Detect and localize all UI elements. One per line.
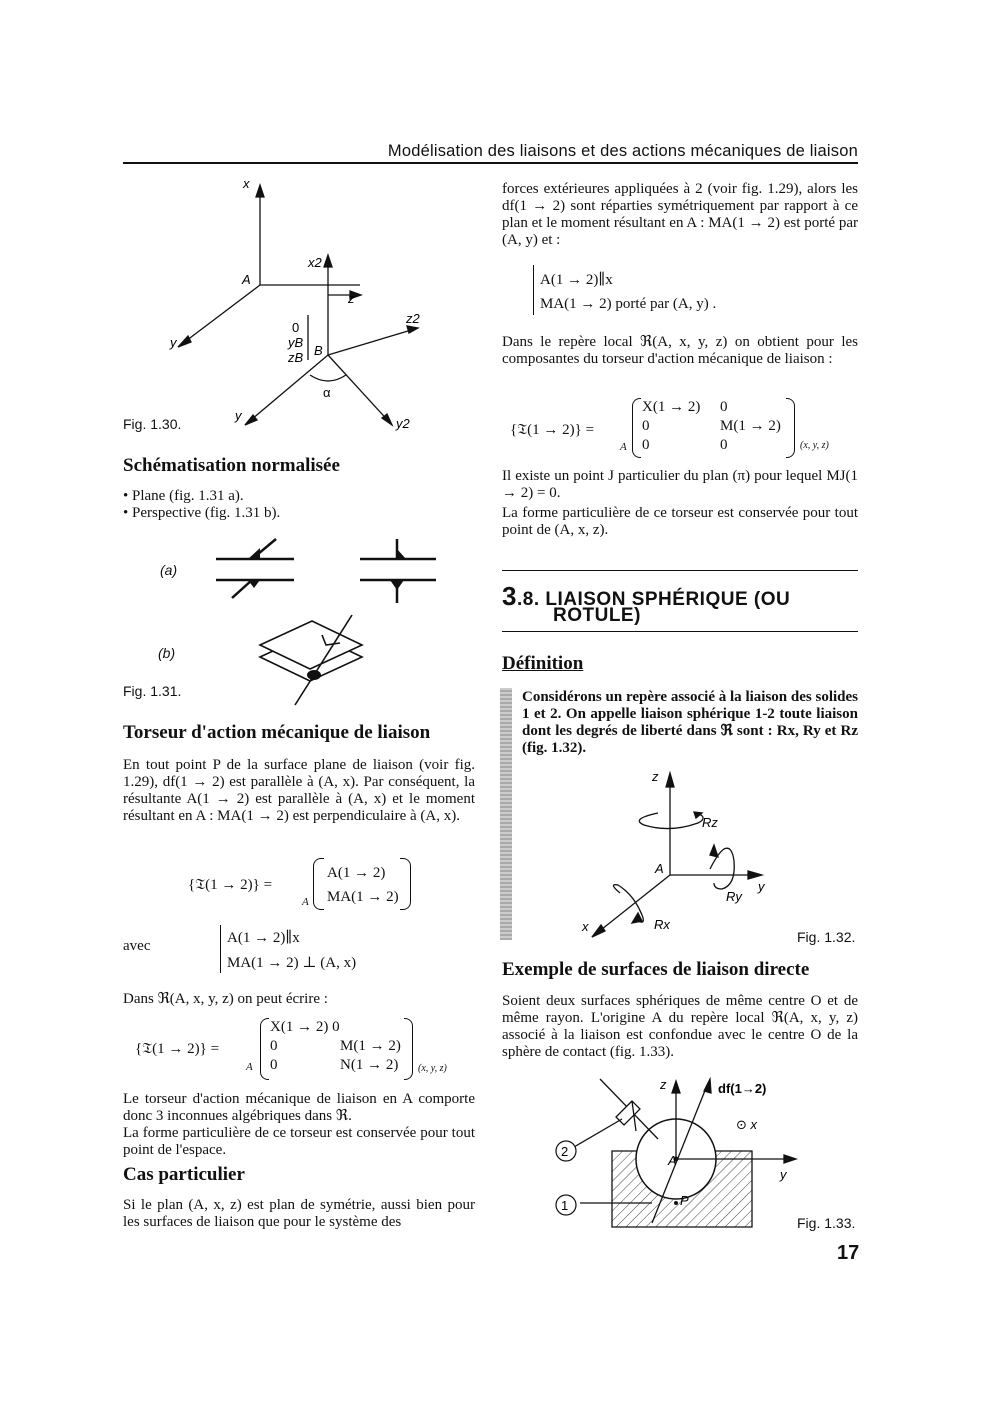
right-matrix-r2b: M(1 → 2) bbox=[720, 418, 781, 434]
definition-shaded-bar bbox=[500, 688, 512, 940]
section-title bbox=[502, 581, 790, 612]
fig133-label-y: y bbox=[780, 1167, 787, 1182]
torseur-eq1-bottom: MA(1 → 2) bbox=[327, 889, 399, 905]
torseur-dans-text: Dans ℜ(A, x, y, z) on peut écrire : bbox=[123, 991, 328, 1007]
right-paragraph-3: Il existe un point J particulier du plan (π) pour lequel MJ(1 → 2) = 0. bbox=[502, 468, 858, 501]
figure-1-32 bbox=[560, 765, 780, 945]
exemple-paragraph: Soient deux surfaces sphériques de même centre O et de même rayon. L'origine A du repère local ℜ(A, x, y, z) associé à la liaison est confondue avec le centre O de la sphère de contact (fig. 1.33). bbox=[502, 993, 858, 1060]
definition-heading: Définition bbox=[502, 653, 584, 674]
right-matrix-r2a: 0 bbox=[642, 418, 650, 434]
fig130-label-x2: x2 bbox=[308, 255, 322, 270]
fig132-label-Ry: Ry bbox=[726, 889, 742, 904]
torseur-matrix-basis: (x, y, z) bbox=[418, 1063, 447, 1074]
torseur-cond-2: MA(1 → 2) ⊥ (A, x) bbox=[227, 955, 357, 971]
fig132-label-z: z bbox=[652, 769, 659, 784]
fig130-label-z: z bbox=[348, 291, 355, 306]
schematisation-bullet-2: • Perspective (fig. 1.31 b). bbox=[123, 505, 281, 521]
schematisation-heading: Schématisation normalisée bbox=[123, 455, 340, 476]
fig130-label-zB: zB bbox=[288, 350, 304, 365]
fig130-label-B: B bbox=[314, 343, 323, 358]
right-matrix-r1b: 0 bbox=[720, 399, 728, 415]
right-matrix-sub: A bbox=[620, 441, 627, 453]
fig132-label-A: A bbox=[655, 861, 664, 876]
fig130-label-y-bottom: y bbox=[235, 408, 242, 423]
section-rule-top bbox=[502, 570, 858, 571]
figure-1-33 bbox=[540, 1075, 800, 1235]
fig130-caption: Fig. 1.30. bbox=[123, 416, 182, 432]
fig131-label-b: (b) bbox=[158, 645, 176, 661]
torseur-eq1-lhs: {𝔗(1 → 2)} = bbox=[188, 877, 273, 893]
torseur-eq1-sub: A bbox=[302, 896, 309, 908]
running-header: Modélisation des liaisons et des actions mécaniques de liaison bbox=[387, 142, 858, 160]
torseur-eq1-brace-right bbox=[400, 858, 411, 910]
right-matrix-basis: (x, y, z) bbox=[800, 440, 829, 451]
schematisation-bullet-1: • Plane (fig. 1.31 a). bbox=[123, 488, 244, 504]
section-rule-bottom bbox=[502, 631, 858, 632]
torseur-cond-bar bbox=[220, 925, 221, 973]
torseur-matrix-r3a: 0 bbox=[270, 1057, 278, 1073]
torseur-matrix-brace-right bbox=[404, 1018, 413, 1080]
torseur-matrix-row1: X(1 → 2) 0 bbox=[270, 1019, 340, 1035]
figure-1-31 bbox=[210, 535, 450, 710]
right-cond-1: A(1 → 2)∥x bbox=[540, 272, 613, 288]
fig130-label-alpha: α bbox=[323, 385, 331, 400]
torseur-eq1-top: A(1 → 2) bbox=[327, 865, 386, 881]
torseur-paragraph: En tout point P de la surface plane de liaison (voir fig. 1.29), df(1 → 2) est parallèle à (A, x). Par conséquent, la résultante A(1 → 2) est parallèle à (A, x) et le moment résultant en A : MA(1 → 2) est perpendiculaire à (A, x). bbox=[123, 757, 475, 824]
fig133-label-z: z bbox=[660, 1077, 667, 1092]
fig133-label-df: df(1→2) bbox=[718, 1081, 767, 1096]
right-cond-2: MA(1 → 2) porté par (A, y) . bbox=[540, 296, 717, 312]
torseur-conclusion-2: La forme particulière de ce torseur est conservée pour tout point de l'espace. bbox=[123, 1125, 475, 1158]
fig130-label-A: A bbox=[242, 272, 251, 287]
torseur-eq1-brace-left bbox=[313, 858, 324, 910]
torseur-conclusion-1: Le torseur d'action mécanique de liaison en A comporte donc 3 inconnues algébriques dans ℜ. bbox=[123, 1091, 475, 1124]
fig133-label-two: 2 bbox=[561, 1144, 569, 1159]
fig132-label-Rx: Rx bbox=[654, 917, 670, 932]
torseur-matrix-brace-left bbox=[260, 1018, 269, 1080]
torseur-matrix-lhs: {𝔗(1 → 2)} = bbox=[135, 1041, 220, 1057]
fig133-label-P: P bbox=[680, 1193, 689, 1208]
torseur-avec: avec bbox=[123, 938, 151, 954]
fig131-caption: Fig. 1.31. bbox=[123, 683, 182, 699]
figure-1-30 bbox=[160, 175, 450, 435]
torseur-matrix-sub: A bbox=[246, 1061, 253, 1073]
torseur-matrix-r2a: 0 bbox=[270, 1038, 278, 1054]
fig130-label-x: x bbox=[243, 176, 250, 191]
fig132-label-y: y bbox=[758, 879, 765, 894]
cas-particulier-paragraph: Si le plan (A, x, z) est plan de symétrie, aussi bien pour les surfaces de liaison que pour le système des bbox=[123, 1197, 475, 1230]
fig130-label-z2: z2 bbox=[406, 311, 420, 326]
right-paragraph-4: La forme particulière de ce torseur est conservée pour tout point de (A, x, z). bbox=[502, 505, 858, 538]
right-paragraph-1: forces extérieures appliquées à 2 (voir fig. 1.29), alors les df(1 → 2) sont réparties symétriquement par rapport à ce plan et le moment résultant en A : MA(1 → 2) est porté par (A, y) et : bbox=[502, 181, 858, 248]
fig132-label-Rz: Rz bbox=[702, 815, 718, 830]
fig130-label-yB: yB bbox=[288, 335, 304, 350]
right-matrix-brace-left bbox=[632, 398, 641, 458]
section-title-line-2: ROTULE) bbox=[553, 605, 641, 626]
right-matrix-r3b: 0 bbox=[720, 437, 728, 453]
header-rule bbox=[123, 162, 858, 164]
right-paragraph-2: Dans le repère local ℜ(A, x, y, z) on obtient pour les composantes du torseur d'action mécanique de liaison : bbox=[502, 334, 858, 367]
fig133-label-A: A bbox=[668, 1153, 677, 1168]
right-matrix-lhs: {𝔗(1 → 2)} = bbox=[510, 422, 595, 438]
fig130-label-y2: y2 bbox=[396, 416, 410, 431]
section-number: 3 bbox=[502, 581, 517, 611]
torseur-cond-1: A(1 → 2)∥x bbox=[227, 930, 300, 946]
fig132-label-x: x bbox=[582, 919, 589, 934]
exemple-heading: Exemple de surfaces de liaison directe bbox=[502, 959, 810, 980]
right-matrix-r1a: X(1 → 2) bbox=[642, 399, 701, 415]
definition-text: Considérons un repère associé à la liaison des solides 1 et 2. On appelle liaison sphérique 1-2 toute liaison dont les degrés de liberté dans ℜ sont : Rx, Ry et Rz (fig. 1.32). bbox=[522, 689, 858, 756]
fig133-caption: Fig. 1.33. bbox=[797, 1215, 856, 1231]
fig131-label-a: (a) bbox=[160, 562, 178, 578]
section-title-line-1: .8. LIAISON SPHÉRIQUE (OU bbox=[516, 589, 791, 610]
page-number: 17 bbox=[837, 1242, 860, 1264]
torseur-heading: Torseur d'action mécanique de liaison bbox=[123, 722, 431, 743]
torseur-matrix-r3b: N(1 → 2) bbox=[340, 1057, 399, 1073]
fig133-label-x: ⊙ x bbox=[736, 1117, 758, 1132]
torseur-matrix-r2b: M(1 → 2) bbox=[340, 1038, 401, 1054]
right-matrix-r3a: 0 bbox=[642, 437, 650, 453]
cas-particulier-heading: Cas particulier bbox=[123, 1164, 245, 1185]
right-cond-bar bbox=[533, 265, 534, 315]
fig130-label-y: y bbox=[170, 335, 177, 350]
fig130-label-zero: 0 bbox=[292, 320, 300, 335]
right-matrix-brace-right bbox=[786, 398, 795, 458]
fig133-label-one: 1 bbox=[561, 1198, 569, 1213]
fig132-caption: Fig. 1.32. bbox=[797, 929, 856, 945]
